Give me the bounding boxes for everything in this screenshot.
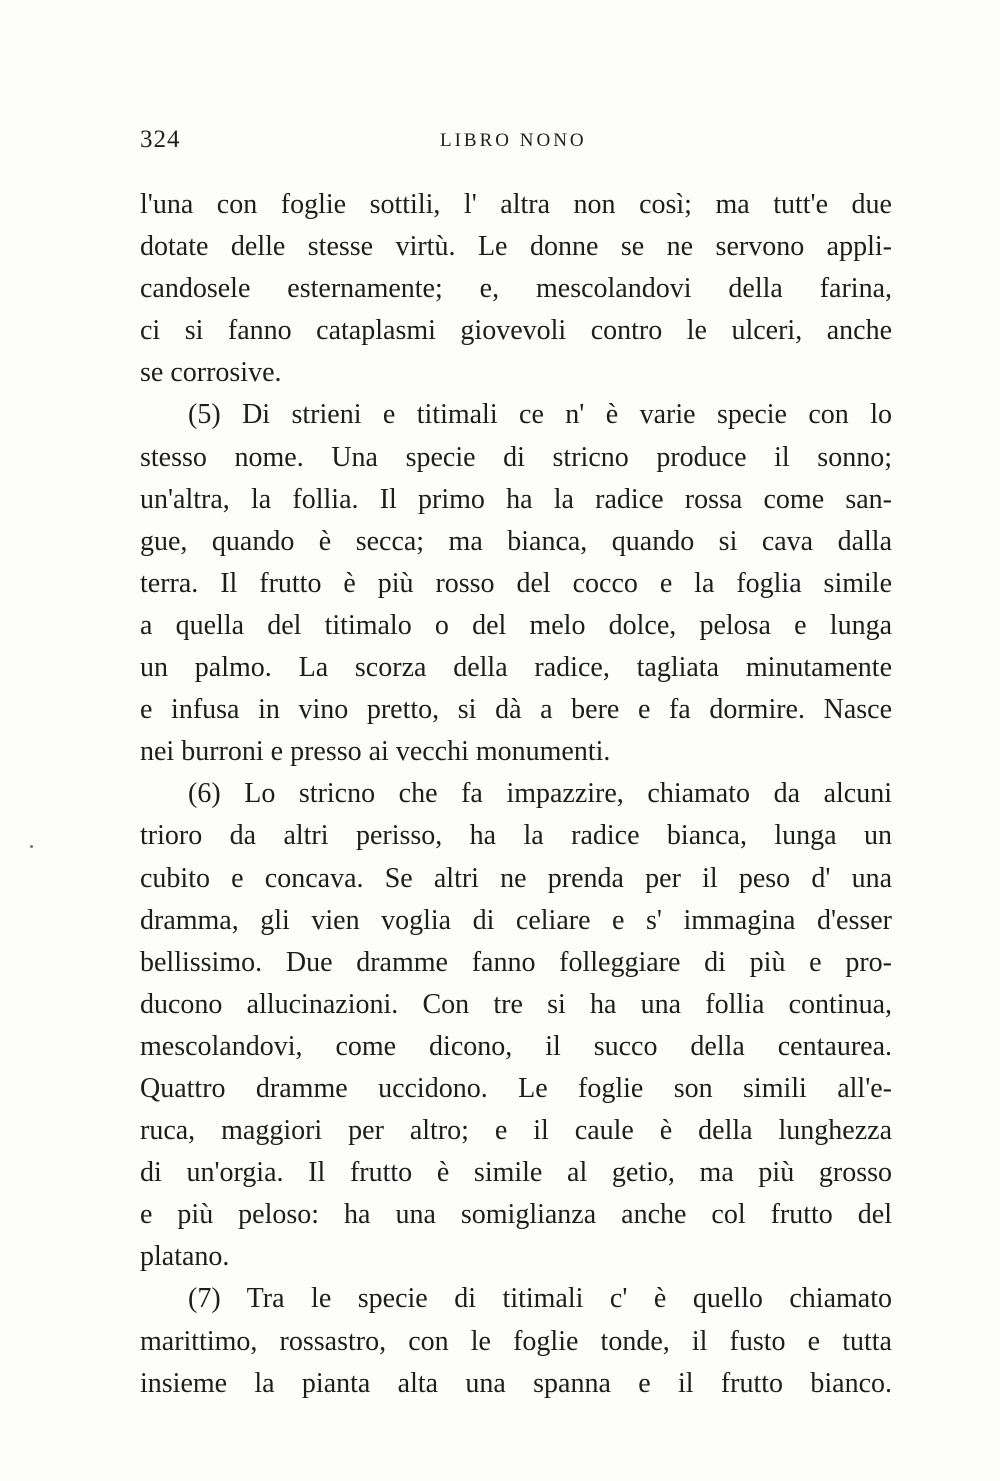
text-line: e più peloso: ha una somiglianza anche col frutto del xyxy=(140,1199,892,1231)
text-line: ci si fanno cataplasmi giovevoli contro le ulceri, anche xyxy=(140,315,892,347)
text-line: ducono allucinazioni. Con tre si ha una follia continua, xyxy=(140,988,892,1020)
text-line: candosele esternamente; e, mescolandovi della farina, xyxy=(140,273,892,305)
paragraph-start-line: (7) Tra le specie di titimali c' è quello chiamato xyxy=(188,1283,892,1315)
text-line: dotate delle stesse virtù. Le donne se ne servono appli- xyxy=(140,231,892,263)
paragraph-start-line: (6) Lo stricno che fa impazzire, chiamato da alcuni xyxy=(188,778,892,810)
text-line: platano. xyxy=(140,1241,230,1273)
text-line: nei burroni e presso ai vecchi monumenti. xyxy=(140,736,611,768)
text-line: cubito e concava. Se altri ne prenda per il peso d' una xyxy=(140,862,892,894)
text-line: l'una con foglie sottili, l' altra non così; ma tutt'e due xyxy=(140,189,892,220)
text-line: ruca, maggiori per altro; e il caule è della lunghezza xyxy=(140,1115,892,1147)
text-line: un'altra, la follia. Il primo ha la radice rossa come san- xyxy=(140,483,892,515)
running-head xyxy=(140,126,892,166)
text-line: a quella del titimalo o del melo dolce, pelosa e lunga xyxy=(140,609,892,641)
text-line: un palmo. La scorza della radice, tagliata minutamente xyxy=(140,652,892,684)
text-line: terra. Il frutto è più rosso del cocco e la foglia simile xyxy=(140,567,892,599)
text-line: se corrosive. xyxy=(140,357,282,389)
paragraph-start-line: (5) Di strieni e titimali ce n' è varie specie con lo xyxy=(188,399,892,431)
text-line: gue, quando è secca; ma bianca, quando si cava dalla xyxy=(140,525,892,557)
text-line: stesso nome. Una specie di stricno produce il sonno; xyxy=(140,441,892,473)
text-line: di un'orgia. Il frutto è simile al getio, ma più grosso xyxy=(140,1157,892,1189)
text-line: mescolandovi, come dicono, il succo della centaurea. xyxy=(140,1030,892,1062)
text-line: insieme la pianta alta una spanna e il frutto bianco. xyxy=(140,1367,892,1399)
running-title: LIBRO NONO xyxy=(440,130,587,151)
text-line: trioro da altri perisso, ha la radice bianca, lunga un xyxy=(140,820,892,852)
text-line: bellissimo. Due dramme fanno folleggiare di più e pro- xyxy=(140,946,892,978)
print-speck xyxy=(30,845,33,848)
text-line: dramma, gli vien voglia di celiare e s' immagina d'esser xyxy=(140,904,892,936)
text-line: Quattro dramme uccidono. Le foglie son simili all'e- xyxy=(140,1072,892,1104)
text-line: e infusa in vino pretto, si dà a bere e fa dormire. Nasce xyxy=(140,694,892,726)
body-text xyxy=(140,184,892,1405)
page-number: 324 xyxy=(140,126,181,153)
text-line: marittimo, rossastro, con le foglie tonde, il fusto e tutta xyxy=(140,1325,892,1357)
